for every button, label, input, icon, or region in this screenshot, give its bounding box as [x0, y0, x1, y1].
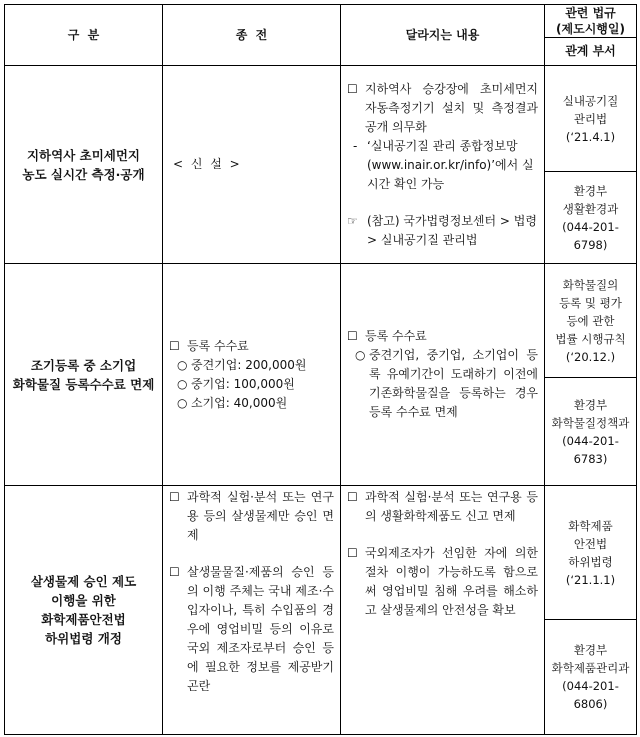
row2-changes — [341, 264, 545, 486]
circle-bullet-icon: ○ — [177, 376, 188, 391]
dash-icon: - — [353, 138, 358, 153]
row2-category: 조기등록 중 소기업 화학물질 등록수수료 면제 — [5, 264, 163, 486]
checkbox-icon: ☐ — [169, 490, 180, 504]
row3-dept: 환경부 화학제품관리과 (044-201-6806) — [545, 620, 637, 735]
checkbox-icon: ☐ — [347, 329, 358, 343]
row1-change-subitem: - ‘실내공기질 관리 종합정보망 (www.inair.or.kr/info)’에서 실시간 확인 가능 — [347, 137, 538, 194]
row3-before-item: ☐ 과학적 실험·분석 또는 연구용 등의 살생물제만 승인 면제 — [169, 488, 334, 545]
circle-bullet-icon: ○ — [355, 348, 366, 362]
row1-changes — [341, 66, 545, 264]
circle-bullet-icon: ○ — [177, 357, 188, 372]
checkbox-icon: ☐ — [347, 490, 358, 504]
circle-bullet-icon: ○ — [177, 395, 188, 410]
regulation-table — [4, 4, 637, 735]
row2-fee-item: ○ 중기업: 100,000원 — [169, 375, 334, 394]
checkbox-icon: ☐ — [347, 81, 358, 96]
row2-fee-item: ○ 중견기업: 200,000원 — [169, 356, 334, 375]
row2-dept: 환경부 화학물질정책과 (044-201-6783) — [545, 378, 637, 486]
row1-law: 실내공기질 관리법 (‘21.4.1) — [545, 66, 637, 172]
row1-change-item: ☐ 지하역사 승강장에 초미세먼지 자동측정기기 설치 및 측정결과 공개 의무화 — [347, 80, 538, 137]
row3-before-item: ☐ 살생물물질·제품의 승인 등의 이행 주체는 국내 제조·수입자이나, 특히 수입품의 경우에 영업비밀 등의 이유로 국외 제조자로부터 승인 등에 필요한 정보를 제공받기 곤란 — [169, 563, 334, 696]
header-before: 종 전 — [163, 5, 341, 66]
pointing-hand-icon: ☞ — [347, 213, 358, 228]
row1-category: 지하역사 초미세먼지 농도 실시간 측정·공개 — [5, 66, 163, 264]
row2-before — [163, 264, 341, 486]
row1-before: < 신 설 > — [163, 66, 341, 264]
row3-changes — [341, 486, 545, 735]
header-category: 구 분 — [5, 5, 163, 66]
row2-change-subitem: ○ 중견기업, 중기업, 소기업이 등록 유예기간이 도래하기 이전에 기존화학물질을 등록하는 경우 등록 수수료 면제 — [347, 346, 538, 422]
checkbox-icon: ☐ — [347, 546, 358, 560]
checkbox-icon: ☐ — [169, 338, 180, 353]
header-law-line1: 관련 법규 — [565, 6, 616, 20]
header-law — [545, 5, 637, 38]
row3-law: 화학제품 안전법 하위법령 (‘21.1.1) — [545, 486, 637, 620]
row3-change-item: ☐ 과학적 실험·분석 또는 연구용 등의 생활화학제품도 신고 면제 — [347, 488, 538, 526]
row1-reference-note: ☞ (참고) 국가법령정보센터 > 법령 > 실내공기질 관리법 — [347, 212, 538, 250]
header-law-line2: (제도시행일) — [556, 22, 625, 36]
row3-change-item: ☐ 국외제조자가 선임한 자에 의한 절차 이행이 가능하도록 함으로써 영업비밀 침해 우려를 해소하고 살생물제의 안전성을 확보 — [347, 544, 538, 620]
checkbox-icon: ☐ — [169, 565, 180, 579]
header-changes: 달라지는 내용 — [341, 5, 545, 66]
row2-before-title: ☐ 등록 수수료 — [169, 337, 334, 356]
row2-change-title: ☐ 등록 수수료 — [347, 327, 538, 346]
row2-law: 화학물질의 등록 및 평가 등에 관한 법률 시행규칙 (‘20.12.) — [545, 264, 637, 378]
row1-dept: 환경부 생활환경과 (044-201-6798) — [545, 172, 637, 264]
header-dept: 관계 부서 — [545, 38, 637, 66]
row2-fee-item: ○ 소기업: 40,000원 — [169, 394, 334, 413]
row3-before — [163, 486, 341, 735]
row3-category: 살생물제 승인 제도 이행을 위한 화학제품안전법 하위법령 개정 — [5, 486, 163, 735]
